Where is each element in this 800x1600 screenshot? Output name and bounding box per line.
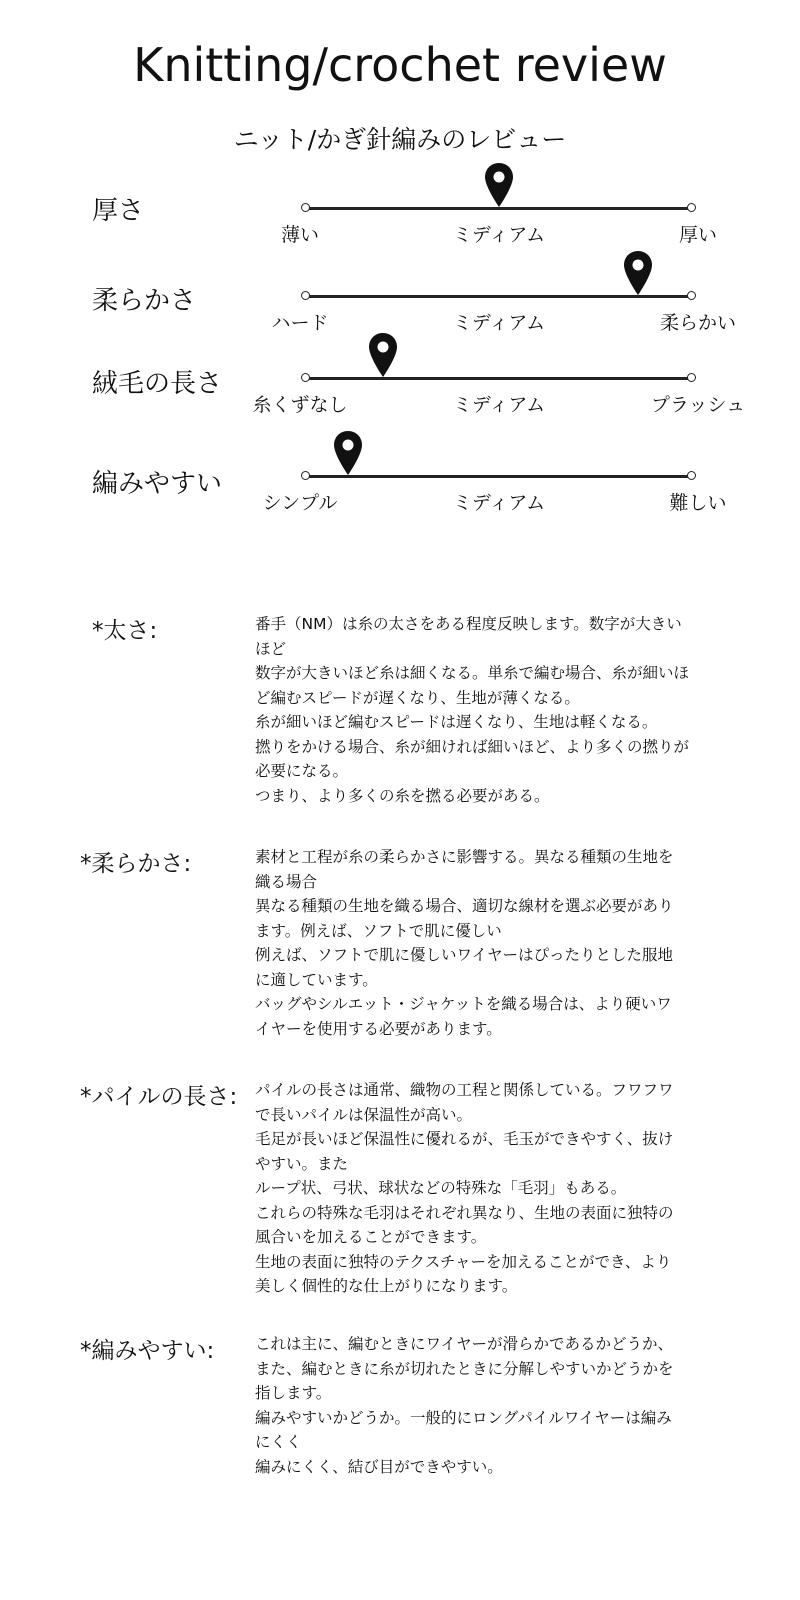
section-line: にくく [255, 1433, 302, 1451]
section-line: 素材と工程が糸の柔らかさに影響する。異なる種類の生地を [255, 848, 674, 866]
scale-end-dot [687, 203, 696, 212]
section-body [255, 612, 743, 808]
scale-middle-text: ミディアム [452, 224, 546, 246]
map-pin-icon [484, 162, 514, 208]
section-line: 番手（NM）は糸の太さをある程度反映します。数字が大きい [255, 615, 682, 633]
scale-label: 編みやすい [92, 469, 223, 499]
scale-middle-text: ミディアム [452, 492, 546, 514]
section-line: バッグやシルエット・ジャケットを織る場合は、より硬いワ [255, 995, 672, 1013]
section-line: また、編むときに糸が切れたときに分解しやすいかどうかを [255, 1359, 674, 1378]
page-title: Knitting/crochet review [133, 38, 667, 92]
section-line: 生地の表面に独特のテクスチャーを加えることができ、より [255, 1252, 672, 1271]
scale-left-text: ハード [271, 312, 329, 334]
section-heading: *柔らかさ: [80, 851, 192, 877]
scale-right-text: プラッシュ [650, 394, 746, 416]
scale-end-dot [687, 291, 696, 300]
section-line: 織る場合 [255, 872, 318, 891]
section-line: ほど [255, 639, 287, 658]
section-line: 糸が細いほど編むスピードは遅くなり、生地は軽くなる。 [255, 713, 658, 731]
section-line: に適しています。 [255, 970, 378, 989]
scale-left-text: 糸くずなし [252, 394, 348, 416]
section-body [255, 1332, 743, 1479]
section-line: 美しく個性的な仕上がりになります。 [255, 1277, 518, 1295]
page-subtitle: ニット/かぎ針編みのレビュー [233, 125, 567, 154]
scale-left-text: 薄い [280, 224, 320, 246]
section-heading: *太さ: [92, 618, 158, 644]
scale-middle-text: ミディアム [452, 394, 546, 416]
section-line: 編みにくく、結び目ができやすい。 [255, 1457, 503, 1476]
scale-track [306, 475, 692, 478]
section-body [255, 845, 743, 1041]
map-pin-icon [368, 332, 398, 378]
scale-end-dot [687, 373, 696, 382]
scale-track [306, 377, 692, 380]
scale-start-dot [301, 203, 310, 212]
scale-end-dot [687, 471, 696, 480]
scale-start-dot [301, 471, 310, 480]
scale-label: 厚さ [92, 196, 145, 226]
section-line: で長いパイルは保温性が高い。 [255, 1105, 473, 1124]
section-line: これは主に、編むときにワイヤーが滑らかであるかどうか、 [255, 1335, 674, 1353]
section-line: 異なる種類の生地を織る場合、適切な線材を選ぶ必要があり [255, 897, 674, 915]
section-line: ループ状、弓状、球状などの特殊な「毛羽」もある。 [255, 1179, 627, 1197]
section-line: イヤーを使用する必要があります。 [255, 1019, 502, 1038]
section-line: つまり、より多くの糸を撚る必要がある。 [255, 786, 550, 805]
section-line: 編みやすいかどうか。一般的にロングパイルワイヤーは編み [255, 1408, 672, 1427]
scale-right-text: 柔らかい [659, 312, 737, 334]
section-line: やすい。また [255, 1154, 349, 1173]
scale-left-text: シンプル [262, 492, 338, 514]
section-body [255, 1078, 743, 1299]
scale-right-text: 厚い [678, 224, 718, 246]
map-pin-icon [623, 250, 653, 296]
section-line: 指します。 [255, 1384, 332, 1402]
section-line: 必要になる。 [255, 762, 349, 780]
section-line: 例えば、ソフトで肌に優しいワイヤーはぴったりとした服地 [255, 946, 674, 964]
section-line: 毛足が長いほど保温性に優れるが、毛玉ができやすく、抜け [255, 1130, 674, 1148]
section-line: 数字が大きいほど糸は細くなる。単糸で編む場合、糸が細いほ [255, 664, 690, 682]
scale-right-text: 難しい [669, 492, 727, 514]
section-heading: *パイルの長さ: [80, 1084, 238, 1110]
section-heading: *編みやすい: [80, 1338, 215, 1364]
scale-start-dot [301, 373, 310, 382]
section-line: パイルの長さは通常、織物の工程と関係している。フワフワ [255, 1081, 674, 1099]
section-line: これらの特殊な毛羽はそれぞれ異なり、生地の表面に独特の [255, 1203, 674, 1222]
scale-start-dot [301, 291, 310, 300]
section-line: ど編むスピードが遅くなり、生地が薄くなる。 [255, 688, 580, 707]
section-line: ます。例えば、ソフトで肌に優しい [255, 921, 502, 940]
scale-label: 絨毛の長さ [92, 369, 223, 399]
map-pin-icon [333, 430, 363, 476]
section-line: 撚りをかける場合、糸が細ければ細いほど、より多くの撚りが [255, 737, 690, 756]
scale-label: 柔らかさ [92, 286, 197, 316]
section-line: 風合いを加えることができます。 [255, 1228, 487, 1246]
scale-middle-text: ミディアム [452, 312, 546, 334]
